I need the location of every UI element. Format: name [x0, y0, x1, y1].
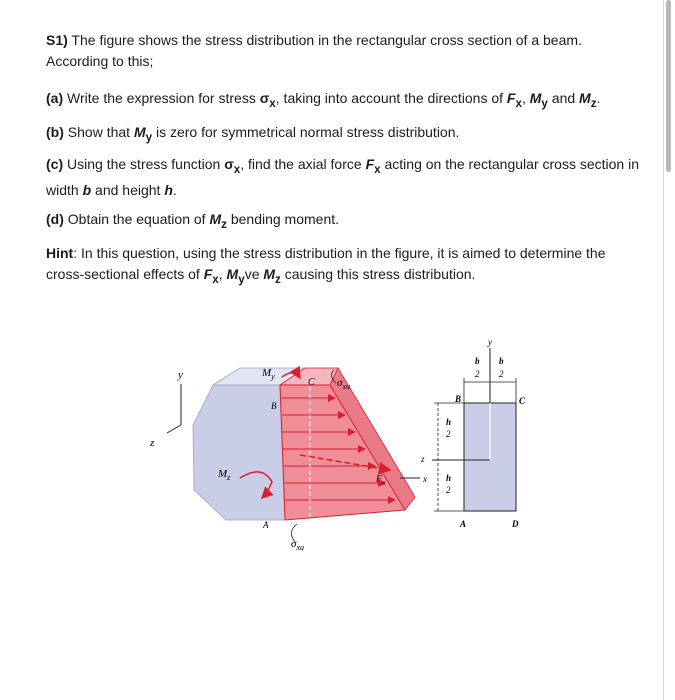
part-c-label: (c) [46, 156, 64, 172]
My-sub: y [271, 372, 275, 381]
half-width-b-num: b [475, 356, 480, 366]
part-b-text: is zero for symmetrical normal stress distribution. [152, 124, 460, 140]
sigma-xu-sub: xu [342, 382, 350, 391]
Mz-sub: z [227, 473, 231, 482]
part-c-text: Using the stress function [63, 156, 225, 172]
part-a-text: , [521, 90, 530, 106]
b-symbol: b [82, 181, 92, 198]
sub: z [590, 96, 597, 110]
sub: z [275, 272, 281, 286]
corner-A-label: A [460, 519, 467, 529]
part-a-text: , taking into account the directions of [275, 90, 507, 106]
h-symbol: h [164, 181, 173, 198]
sub: x [233, 162, 241, 176]
part-b-text: Show that [63, 124, 134, 140]
Fx-sub: x [382, 479, 386, 487]
corner-B-label: B [455, 394, 462, 404]
sub: y [541, 96, 548, 110]
part-a-text: Write the expression for stress [63, 90, 260, 106]
part-d-text: Obtain the equation of [63, 211, 210, 227]
sigma-xu-main: σ [337, 377, 343, 389]
half-height-h-num-2: h [446, 473, 452, 483]
hint-text: causing this stress distribution. [280, 266, 476, 282]
Fx-symbol: F [506, 90, 516, 106]
half-height-h-den: 2 [446, 429, 451, 439]
sigma-symbol: σ [224, 156, 234, 172]
sub: x [515, 96, 522, 110]
Mz-symbol: M [209, 211, 222, 227]
hint-text: , [218, 266, 227, 282]
part-c-text: , find the axial force [240, 156, 366, 172]
sigma-xa-label [291, 538, 304, 552]
part-c-text: acting on the rectangular cross section in width [46, 156, 639, 198]
part-a-text: and [547, 90, 580, 106]
Fx-symbol: F [203, 266, 213, 282]
intro-text: The figure shows the stress distribution in the rectangular cross section of a beam. According to this; [46, 32, 582, 69]
Mz-symbol: M [579, 90, 591, 106]
part-c-text: . [172, 181, 177, 198]
My-symbol: M [133, 124, 146, 140]
y-axis-label-right: y [488, 337, 492, 347]
sub: y [238, 272, 245, 286]
question-number: S1) [46, 32, 68, 48]
sub: x [212, 272, 219, 286]
My-symbol: M [529, 90, 542, 106]
part-b-label: (b) [46, 124, 64, 140]
sigma-symbol: σ [259, 90, 270, 106]
part-d-label: (d) [46, 211, 64, 227]
My-main: M [262, 367, 272, 379]
x-axis-label-mid: x [423, 474, 427, 484]
My-symbol: M [226, 266, 239, 282]
sub: x [374, 162, 381, 176]
sigma-xa-sub: xa [296, 543, 304, 552]
part-d-text: bending moment. [226, 211, 340, 227]
sub: x [269, 96, 276, 110]
sub: z [221, 217, 227, 231]
point-B-label: B [271, 401, 277, 411]
half-width-b-den-2: 2 [499, 369, 504, 379]
z-axis-label-left: z [150, 437, 155, 449]
point-C-label: C [308, 377, 315, 388]
sub: y [145, 130, 153, 144]
part-a-text: . [596, 90, 601, 106]
corner-D-label: D [512, 519, 519, 529]
half-width-b-den: 2 [475, 369, 480, 379]
Mz-symbol: M [263, 266, 276, 282]
sigma-xa-main: σ [291, 538, 297, 550]
part-a-label: (a) [46, 90, 64, 106]
y-axis-label-left: y [178, 369, 183, 381]
hint-label: Hint [46, 245, 74, 261]
half-height-h-num: h [446, 417, 452, 427]
part-c-text: and height [91, 181, 165, 198]
z-axis-label-mid: z [421, 454, 425, 464]
hint-text: ve [244, 266, 264, 282]
half-height-h-den-2: 2 [446, 485, 451, 495]
Fx-symbol: F [365, 156, 375, 172]
left-axes [167, 384, 181, 433]
point-A-label: A [263, 520, 269, 530]
hint-text: : In this question, using the stress distribution in the figure, it is aimed to determine the cross-sectional effects of [46, 245, 606, 282]
Fx-main: F [376, 474, 383, 485]
half-width-b-num-2: b [499, 356, 504, 366]
corner-C-label: C [519, 396, 526, 406]
Mz-main: M [218, 468, 228, 480]
